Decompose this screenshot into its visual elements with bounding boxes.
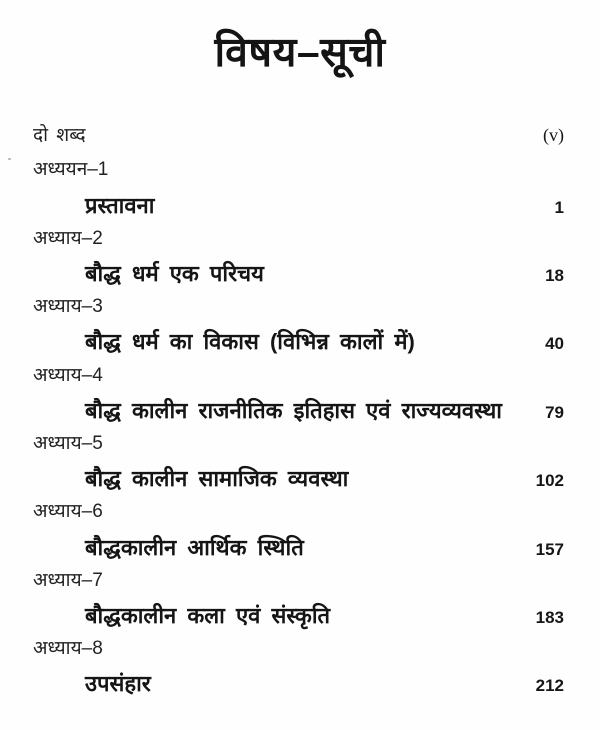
- toc-entry-label: बौद्धकालीन आर्थिक स्थिति: [85, 534, 304, 560]
- toc-entry-label: अध्याय–4: [33, 364, 103, 386]
- toc-page-number: 102: [535, 471, 564, 491]
- toc-row-chapter: [0, 497, 600, 531]
- toc-row-section: [0, 600, 600, 634]
- toc: [0, 121, 600, 702]
- toc-row-chapter: [0, 292, 600, 326]
- toc-page-number: 157: [535, 539, 564, 559]
- toc-page-number: 79: [545, 402, 564, 422]
- toc-row-chapter: [0, 429, 600, 463]
- toc-row-section: [0, 326, 600, 360]
- toc-entry-label: अध्ययन–1: [33, 159, 109, 181]
- toc-entry-label: अध्याय–2: [33, 227, 103, 249]
- toc-entry-label: अध्याय–5: [33, 432, 103, 454]
- toc-entry-label: बौद्ध कालीन सामाजिक व्यवस्था: [85, 466, 349, 492]
- toc-page-number: 18: [545, 266, 564, 286]
- toc-entry-label: अध्याय–8: [33, 638, 103, 660]
- toc-row-front: [0, 121, 600, 155]
- toc-page-number: 183: [535, 607, 564, 627]
- toc-entry-label: अध्याय–6: [33, 501, 103, 523]
- toc-row-section: [0, 258, 600, 292]
- toc-entry-label: दो शब्द: [33, 125, 86, 147]
- scan-speckle: [8, 158, 11, 160]
- toc-row-chapter: [0, 361, 600, 395]
- toc-row-chapter: [0, 566, 600, 600]
- toc-page-number: 40: [545, 334, 564, 354]
- toc-row-section: [0, 668, 600, 702]
- toc-row-chapter: [0, 155, 600, 189]
- toc-page-number: (v): [543, 125, 564, 146]
- toc-entry-label: अध्याय–7: [33, 569, 103, 591]
- toc-entry-label: बौद्धकालीन कला एवं संस्कृति: [85, 602, 331, 628]
- toc-entry-label: बौद्ध धर्म का विकास (विभिन्न कालों में): [85, 329, 415, 355]
- toc-entry-label: प्रस्तावना: [85, 192, 155, 218]
- toc-entry-label: बौद्ध कालीन राजनीतिक इतिहास एवं राज्यव्यवस्था: [85, 397, 503, 423]
- toc-row-chapter: [0, 224, 600, 258]
- toc-row-section: [0, 190, 600, 224]
- toc-entry-label: उपसंहार: [85, 671, 151, 697]
- toc-entry-label: अध्याय–3: [33, 296, 103, 318]
- toc-entry-label: बौद्ध धर्म एक परिचय: [85, 261, 264, 287]
- page-title: विषय–सूची: [214, 29, 386, 75]
- toc-row-chapter: [0, 634, 600, 668]
- toc-page-number: 212: [535, 676, 564, 696]
- toc-row-section: [0, 395, 600, 429]
- toc-page-number: 1: [554, 197, 564, 217]
- toc-row-section: [0, 532, 600, 566]
- toc-row-section: [0, 463, 600, 497]
